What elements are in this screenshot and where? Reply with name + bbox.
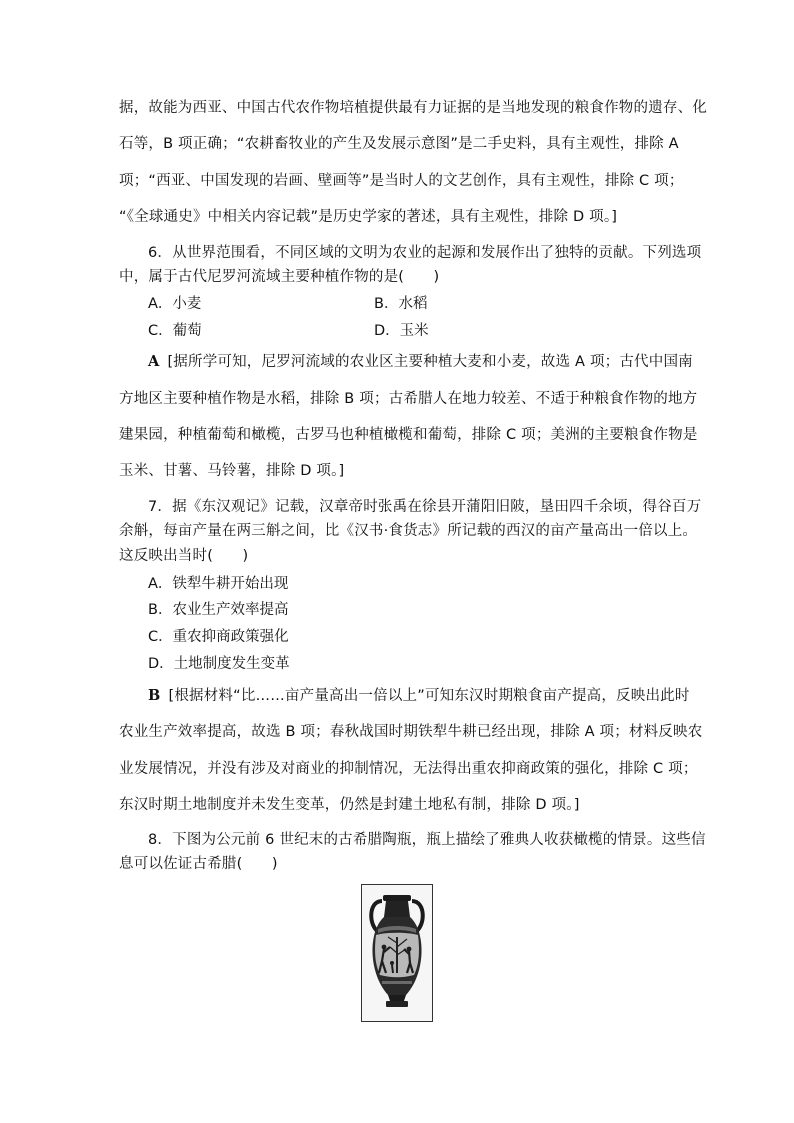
prev-explanation-line: 据，故能为西亚、中国古代农作物培植提供最有力证据的是当地发现的粮食作物的遗存、化 (119, 100, 707, 116)
prev-explanation-line: “《全球通史》中相关内容记载”是历史学家的著述，具有主观性，排除 D 项。] (119, 209, 618, 225)
q7-answer: B (148, 687, 161, 704)
q6-option-c: C．葡萄 (148, 323, 202, 339)
q7-option-a: A．铁犁牛耕开始出现 (148, 576, 289, 592)
q7-stem-line: 这反映出当时( ) (119, 548, 249, 564)
q6-stem-line: 中，属于古代尼罗河流域主要种植作物的是( ) (119, 269, 440, 285)
q8-stem-line: 息可以佐证古希腊( ) (119, 856, 278, 872)
q6-option-a: A．小麦 (148, 296, 202, 312)
q7-option-b: B．农业生产效率提高 (148, 602, 289, 618)
amphora-illustration (362, 885, 432, 1021)
q6-stem-line: 6．从世界范围看，不同区域的文明为农业的起源和发展作出了独特的贡献。下列选项 (148, 245, 702, 261)
q6-answer: A (148, 353, 160, 370)
q7-option-c: C．重农抑商政策强化 (148, 629, 289, 645)
q7-explanation-line: 东汉时期土地制度并未发生变革，仍然是封建土地私有制，排除 D 项。] (119, 797, 580, 813)
q7-explanation-line: 农业生产效率提高，故选 B 项；春秋战国时期铁犁牛耕已经出现，排除 A 项；材料反映农 (119, 724, 703, 740)
q6-explanation-line: 方地区主要种植作物是水稻，排除 B 项；古希腊人在地力较差、不适于种粮食作物的地方 (119, 391, 698, 407)
q6-explanation-line: 玉米、甘薯、马铃薯，排除 D 项。] (119, 463, 345, 479)
q7-stem-line: 余斛，每亩产量在两三斛之间，比《汉书·食货志》所记载的西汉的亩产量高出一倍以上。 (119, 523, 698, 539)
q7-option-d: D．土地制度发生变革 (148, 656, 290, 672)
prev-explanation-line: 项；“西亚、中国发现的岩画、壁画等”是当时人的文艺创作，具有主观性，排除 C 项； (119, 173, 684, 189)
q6-explanation-text: [据所学可知，尼罗河流域的农业区主要种植大麦和小麦，故选 A 项；古代中国南 (167, 354, 693, 370)
q6-option-b: B．水稻 (374, 296, 428, 312)
q6-option-d: D．玉米 (374, 323, 429, 339)
q7-explanation-text: [根据材料“比……亩产量高出一倍以上”可知东汉时期粮食亩产提高，反映出此时 (168, 688, 690, 704)
prev-explanation-line: 石等，B 项正确；“农耕畜牧业的产生及发展示意图”是二手史料，具有主观性，排除 A (119, 136, 679, 152)
q7-explanation-line: 业发展情况，并没有涉及对商业的抑制情况，无法得出重农抑商政策的强化，排除 C 项； (119, 761, 698, 777)
greek-amphora-image (361, 884, 433, 1022)
q8-stem-line: 8．下图为公元前 6 世纪末的古希腊陶瓶，瓶上描绘了雅典人收获橄榄的情景。这些信 (148, 832, 706, 848)
q6-explanation-line: 建果园，种植葡萄和橄榄，古罗马也种植橄榄和葡萄，排除 C 项；美洲的主要粮食作物是 (119, 427, 698, 443)
q6-explanation-line (148, 352, 693, 372)
q7-stem-line: 7．据《东汉观记》记载，汉章帝时张禹在徐县开蒲阳旧陂，垦田四千余顷，得谷百万 (148, 499, 702, 515)
q7-explanation-line (148, 686, 690, 706)
